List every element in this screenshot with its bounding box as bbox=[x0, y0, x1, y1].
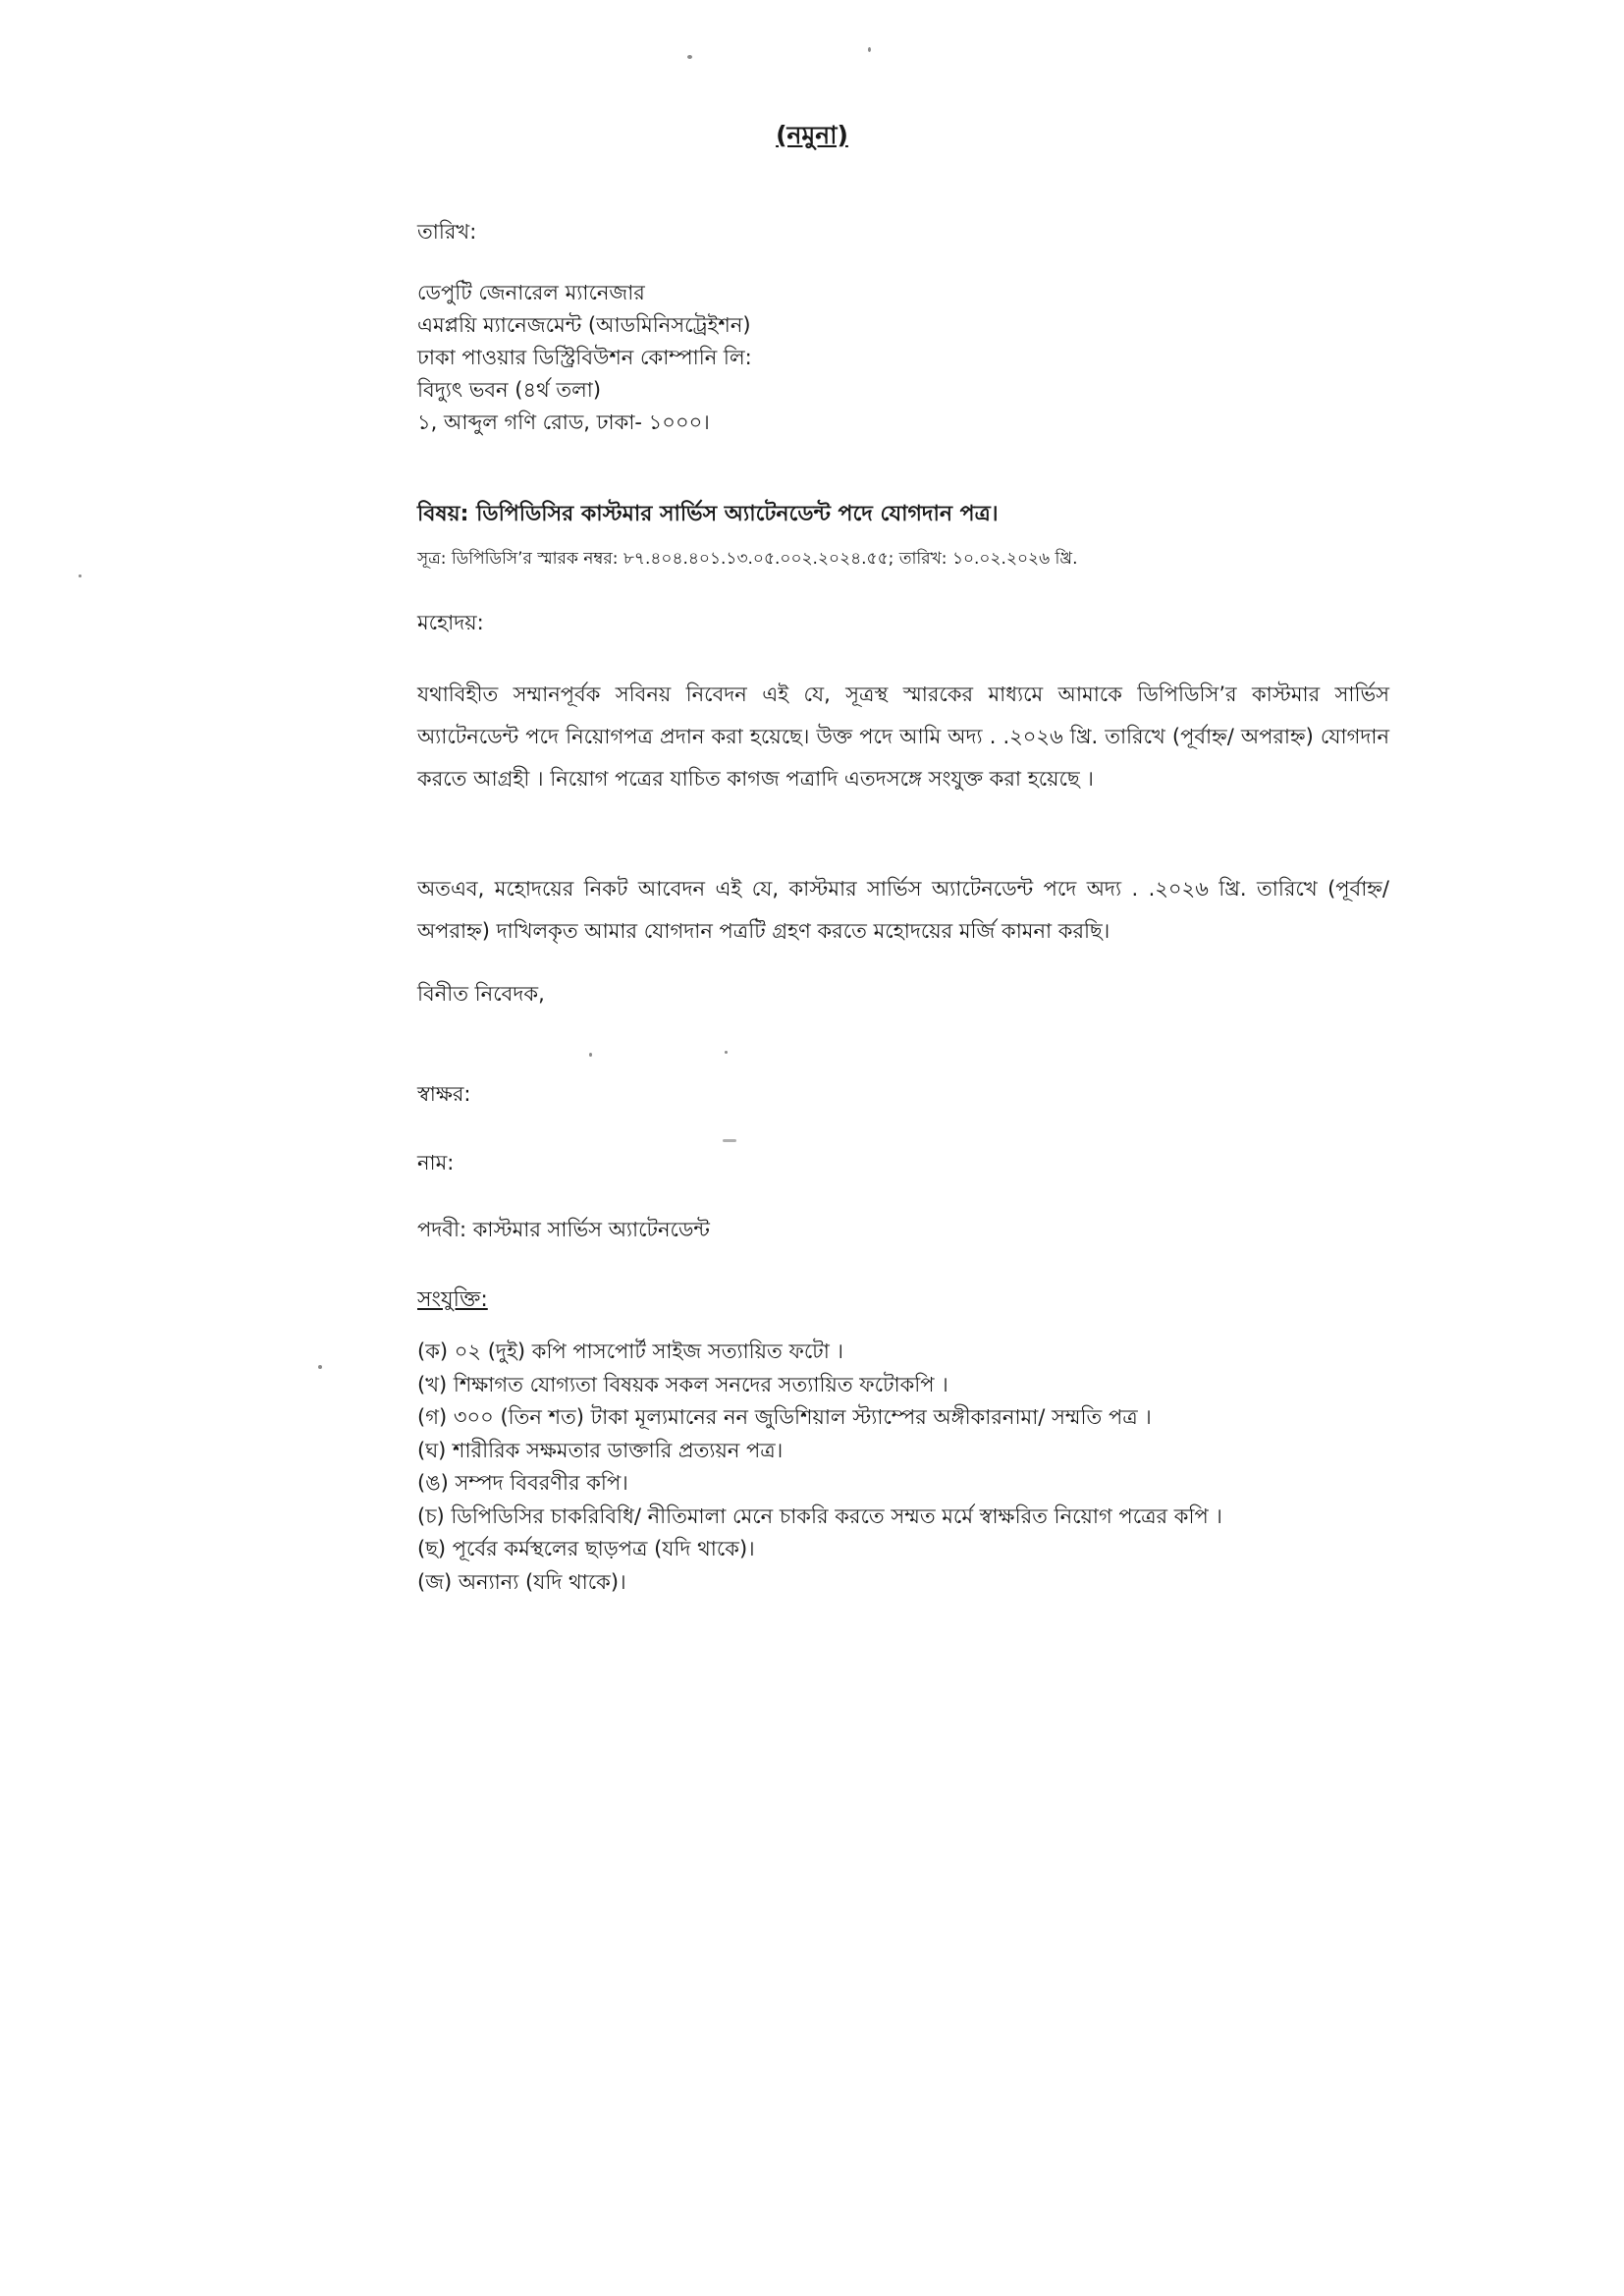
designation-line: পদবী: কাস্টমার সার্ভিস অ্যাটেনডেন্ট bbox=[417, 1218, 710, 1241]
enclosure-item: (ঘ) শারীরিক সক্ষমতার ডাক্তারি প্রত্যয়ন পত্র। bbox=[417, 1438, 784, 1462]
body-paragraph-1: যথাবিহীত সম্মানপূর্বক সবিনয় নিবেদন এই যে, সূত্রস্থ স্মারকের মাধ্যমে আমাকে ডিপিডিসি’র কাস্টমার সার্ভিস অ্যাটেনডেন্ট পদে নিয়োগপত্র প্রদান করা হয়েছে। উক্ত পদে আমি অদ্য . .২০২৬ খ্রি. তারিখে (পূর্বাহ্ন/ অপরাহ্ন) যোগদান করতে আগ্রহী । নিয়োগ পত্রের যাচিত কাগজ পত্রাদি এতদসঙ্গে সংযুক্ত করা হয়েছে । bbox=[417, 683, 1389, 791]
scan-speck bbox=[589, 1053, 592, 1057]
recipient-address bbox=[417, 277, 1389, 439]
address-line: ঢাকা পাওয়ার ডিস্ট্রিবিউশন কোম্পানি লি: bbox=[417, 346, 752, 369]
signature-label: স্বাক্ষর: bbox=[417, 1082, 471, 1106]
scan-speck bbox=[318, 1365, 322, 1369]
address-line: বিদ্যুৎ ভবন (৪র্থ তলা) bbox=[417, 378, 602, 402]
enclosures-list bbox=[417, 1336, 1389, 1599]
scan-speck bbox=[687, 55, 692, 59]
reference-line: সূত্র: ডিপিডিসি’র স্মারক নম্বর: ৮৭.৪০৪.৪০১.১৩.০৫.০০২.২০২৪.৫৫; তারিখ: ১০.০২.২০২৬ খ্রি. bbox=[417, 549, 1078, 569]
enclosure-item: (ঙ) সম্পদ বিবরণীর কপি। bbox=[417, 1471, 628, 1495]
enclosure-item: (খ) শিক্ষাগত যোগ্যতা বিষয়ক সকল সনদের সত্যায়িত ফটোকপি । bbox=[417, 1372, 948, 1396]
enclosures-heading: সংযুক্তি: bbox=[417, 1287, 488, 1312]
date-label: তারিখ: bbox=[417, 220, 477, 244]
address-line: এমপ্লয়ি ম্যানেজমেন্ট (আডমিনিসট্রেইশন) bbox=[417, 313, 751, 337]
enclosure-item: (চ) ডিপিডিসির চাকরিবিধি/ নীতিমালা মেনে চাকরি করতে সম্মত মর্মে স্বাক্ষরিত নিয়োগ পত্রের কপি । bbox=[417, 1503, 1222, 1528]
scan-speck bbox=[868, 47, 871, 52]
body-paragraph-2: অতএব, মহোদয়ের নিকট আবেদন এই যে, কাস্টমার সার্ভিস অ্যাটেনডেন্ট পদে অদ্য . .২০২৬ খ্রি. তারিখে (পূর্বাহ্ন/ অপরাহ্ন) দাখিলকৃত আমার যোগদান পত্রটি গ্রহণ করতে মহোদয়ের মর্জি কামনা করছি। bbox=[417, 877, 1389, 943]
name-label: নাম: bbox=[417, 1151, 455, 1175]
address-line: ১, আব্দুল গণি রোড, ঢাকা- ১০০০। bbox=[417, 410, 710, 434]
document-title: (নমুনা) bbox=[776, 121, 848, 149]
enclosure-item: (জ) অন্যান্য (যদি থাকে)। bbox=[417, 1569, 626, 1594]
closing-line: বিনীত নিবেদক, bbox=[417, 982, 545, 1006]
scan-speck bbox=[725, 1051, 728, 1054]
subject-line: বিষয়: ডিপিডিসির কাস্টমার সার্ভিস অ্যাটেনডেন্ট পদে যোগদান পত্র। bbox=[417, 502, 999, 526]
address-line: ডেপুটি জেনারেল ম্যানেজার bbox=[417, 281, 645, 304]
scan-speck bbox=[723, 1139, 736, 1142]
enclosure-item: (ক) ০২ (দুই) কপি পাসপোর্ট সাইজ সত্যায়িত ফটো । bbox=[417, 1339, 843, 1363]
salutation: মহোদয়: bbox=[417, 611, 484, 634]
enclosure-item: (ছ) পূর্বের কর্মস্থলের ছাড়পত্র (যদি থাকে)। bbox=[417, 1537, 755, 1560]
scan-speck bbox=[79, 574, 81, 577]
enclosure-item: (গ) ৩০০ (তিন শত) টাকা মূল্যমানের নন জুডিশিয়াল স্ট্যাম্পের অঙ্গীকারনামা/ সম্মতি পত্র । bbox=[417, 1405, 1152, 1429]
